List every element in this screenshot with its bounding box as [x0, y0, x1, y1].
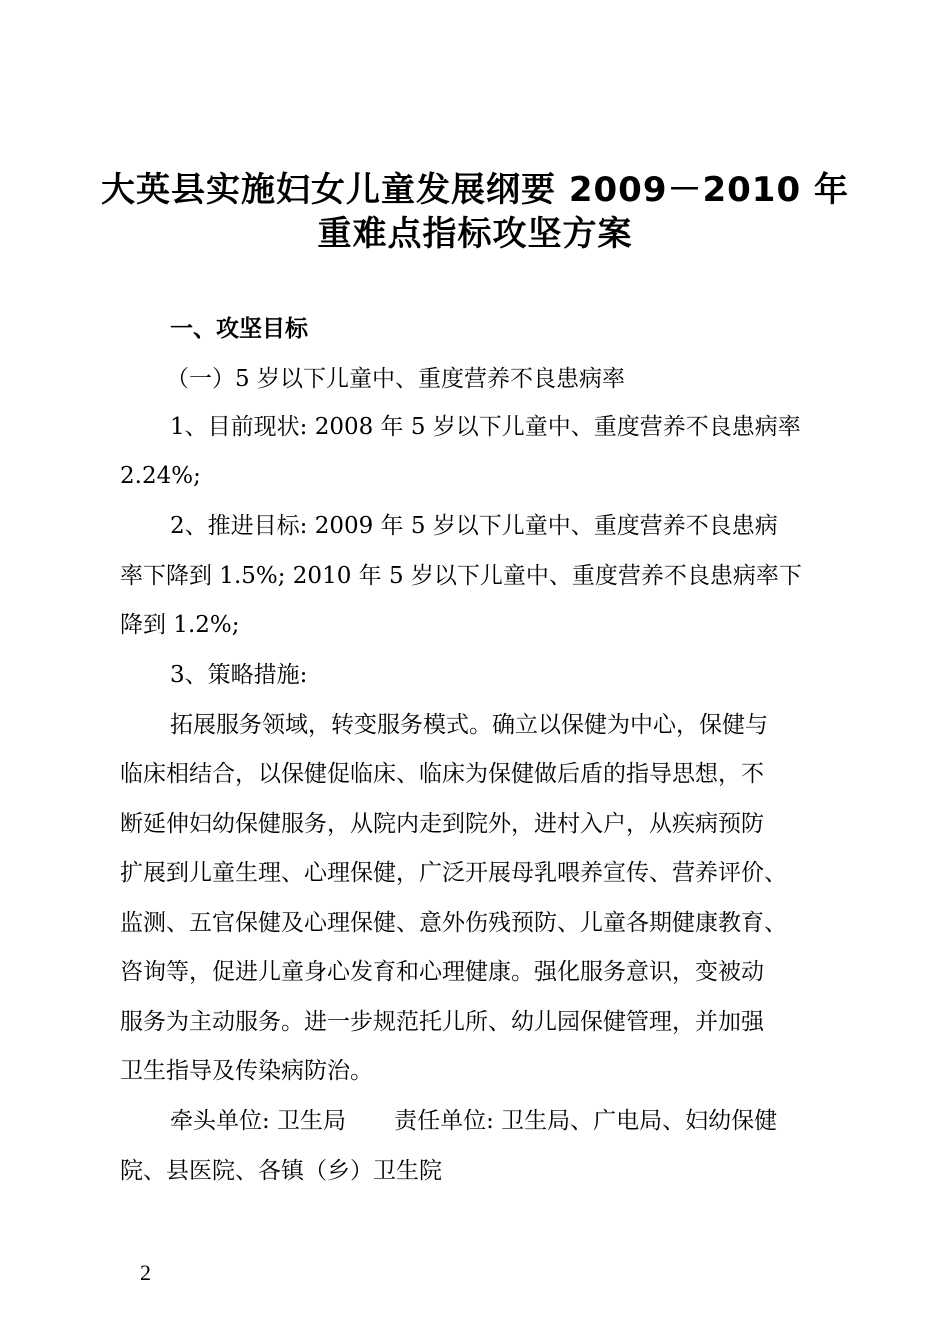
responsible-units: 责任单位: 卫生局、广电局、妇幼保健	[394, 1108, 778, 1134]
item2-line3: 降到 1.2%;	[120, 612, 240, 638]
item2-line2: 率下降到 1.5%; 2010 年 5 岁以下儿童中、重度营养不良患病率下	[120, 563, 802, 589]
paragraph-line-6: 咨询等，促进儿童身心发育和心理健康。强化服务意识，变被动	[120, 959, 764, 985]
responsibility-line2: 院、县医院、各镇（乡）卫生院	[120, 1158, 442, 1184]
document-title-line1: 大英县实施妇女儿童发展纲要 2009－2010 年	[101, 170, 849, 210]
paragraph-line-1: 拓展服务领域，转变服务模式。确立以保健为中心，保健与	[170, 712, 768, 738]
item3-heading: 3、策略措施:	[170, 662, 308, 688]
paragraph-line-2: 临床相结合，以保健促临床、临床为保健做后盾的指导思想，不	[120, 761, 764, 787]
document-title-line2: 重难点指标攻坚方案	[317, 214, 633, 254]
responsibility-line1	[0, 1106, 950, 1136]
item1-line2: 2.24%;	[120, 463, 201, 489]
page-number: 2	[140, 1260, 151, 1285]
section-heading: 一、攻坚目标	[170, 316, 308, 342]
paragraph-line-8: 卫生指导及传染病防治。	[120, 1058, 373, 1084]
lead-unit: 牵头单位: 卫生局	[170, 1108, 347, 1134]
subsection-heading: （一）5 岁以下儿童中、重度营养不良患病率	[166, 366, 625, 392]
paragraph-line-4: 扩展到儿童生理、心理保健，广泛开展母乳喂养宣传、营养评价、	[120, 860, 787, 886]
paragraph-line-7: 服务为主动服务。进一步规范托儿所、幼儿园保健管理，并加强	[120, 1009, 764, 1035]
paragraph-line-5: 监测、五官保健及心理保健、意外伤残预防、儿童各期健康教育、	[120, 910, 787, 936]
item1-line1: 1、目前现状: 2008 年 5 岁以下儿童中、重度营养不良患病率	[170, 414, 801, 440]
item2-line1: 2、推进目标: 2009 年 5 岁以下儿童中、重度营养不良患病	[170, 513, 778, 539]
paragraph-line-3: 断延伸妇幼保健服务，从院内走到院外，进村入户，从疾病预防	[120, 811, 764, 837]
